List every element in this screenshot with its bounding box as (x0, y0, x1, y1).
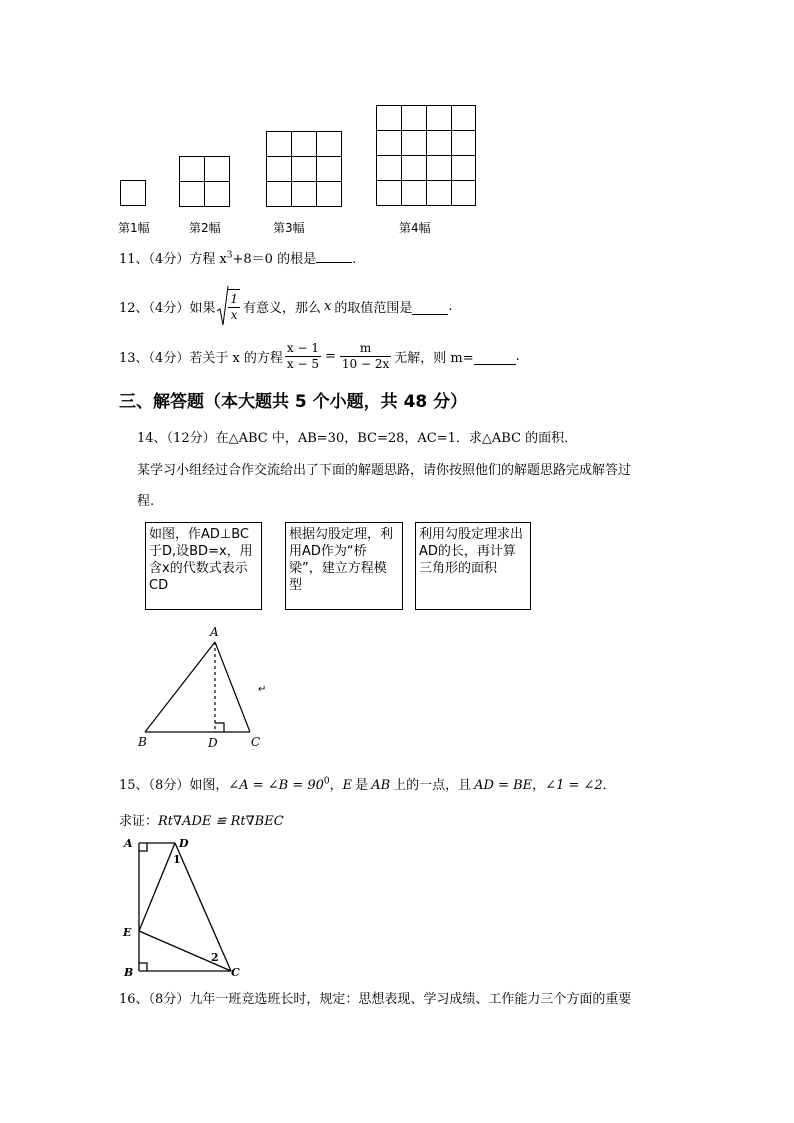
q15-cond4: ， (532, 778, 546, 793)
q11-answer-blank[interactable] (316, 250, 352, 263)
q13-eq: = (325, 348, 336, 364)
q12-suffix: 有意义，那么 (242, 300, 321, 316)
q15-figure (118, 833, 253, 981)
q15-label-2: 2 (211, 951, 219, 964)
q15-label-d: D (179, 837, 189, 850)
q12-var: x (323, 298, 332, 314)
q11-prefix: 11、（4分）方程 x (119, 252, 227, 267)
q15-cond3: AD = BE (474, 778, 533, 793)
q14-hint-box-2: 根据勾股定理，利用AD作为“桥梁”，建立方程模型 (285, 522, 403, 610)
grid-caption-2: 第2幅 (189, 221, 221, 235)
grid-caption-4: 第4幅 (399, 221, 431, 235)
q15-deg: 0 (323, 776, 330, 787)
q14-line-2: 某学习小组经过合作交流给出了下面的解题思路，请你按照他们的解题思路完成解答过 (137, 463, 632, 478)
q15-prefix: 15、（8分）如图， (119, 778, 229, 793)
q14-hint-box-1: 如图，作AD⊥BC于D,设BD=x，用含x的代数式表示CD (145, 522, 262, 610)
question-16: 16、（8分）九年一班竞选班长时，规定：思想表现、学习成绩、工作能力三个方面的重要 (119, 992, 632, 1007)
q14-hint-box-3: 利用勾股定理求出AD的长，再计算三角形的面积 (415, 522, 531, 610)
q15-label-a: A (124, 837, 133, 850)
q14-label-d: D (208, 736, 218, 750)
q12-answer-blank[interactable] (412, 302, 448, 315)
q14-return-mark: ↵ (258, 684, 267, 695)
q13-lden: x − 5 (286, 356, 320, 371)
q13-answer-blank[interactable] (474, 352, 516, 365)
section-3-title: 三、解答题（本大题共 5 个小题，共 48 分） (119, 392, 468, 412)
q12-fraction (228, 289, 240, 323)
q14-line-3: 程. (137, 494, 155, 509)
q12-end: . (448, 298, 453, 314)
q11-sup: 3 (226, 250, 233, 261)
q14-label-a: A (210, 625, 219, 639)
q15-mid2: 上的一点，且 (393, 778, 472, 793)
q13-right-fraction (340, 341, 391, 372)
q15-prove-statement: Rt∇ADE ≌ Rt∇BEC (158, 814, 284, 829)
q14-label-b: B (138, 735, 147, 749)
grid-caption-3: 第3幅 (273, 221, 305, 235)
q15-end: ． (602, 778, 616, 793)
q15-label-c: C (231, 966, 240, 979)
q15-prove (119, 810, 284, 829)
grid-figures (110, 100, 490, 212)
question-15 (119, 774, 616, 793)
q15-mid: 是 (355, 778, 369, 793)
q13-prefix: 13、（4分）若关于 x 的方程 (119, 350, 283, 366)
q13-rden: 10 − 2x (341, 356, 390, 371)
q12-den: x (230, 308, 238, 322)
q13-end: . (515, 348, 520, 364)
q15-cond5: ∠1 = ∠2 (545, 778, 603, 793)
q12-suffix2: 的取值范围是 (334, 300, 413, 316)
question-12 (119, 284, 452, 328)
q15-ab: AB (371, 778, 391, 793)
q15-label-e: E (123, 926, 132, 939)
q13-suffix: 无解，则 m= (394, 350, 474, 366)
q15-prove-label: 求证： (119, 814, 159, 829)
q15-cond1: ∠A = ∠B = 90 (228, 778, 324, 793)
q14-label-c: C (251, 735, 261, 749)
q15-label-1: 1 (173, 853, 181, 866)
question-13 (119, 337, 520, 375)
q13-left-fraction (285, 341, 321, 372)
question-11 (119, 248, 356, 267)
q14-triangle-figure (130, 624, 280, 754)
q15-e: E (342, 778, 353, 793)
q14-line-1: 14、（12分）在△ABC 中，AB=30，BC=28，AC=1．求△ABC 的面积． (137, 431, 578, 446)
q12-num: 1 (230, 292, 238, 306)
q12-prefix: 12、（4分）如果 (119, 300, 216, 316)
q13-rnum: m (340, 341, 391, 357)
q15-cond2: ， (329, 778, 343, 793)
q11-end: . (352, 252, 357, 267)
q15-label-b: B (124, 966, 134, 979)
grid-caption-1: 第1幅 (118, 221, 150, 235)
q11-suffix: +8＝0 的根是 (232, 252, 317, 267)
q13-lnum: x − 1 (286, 340, 320, 355)
